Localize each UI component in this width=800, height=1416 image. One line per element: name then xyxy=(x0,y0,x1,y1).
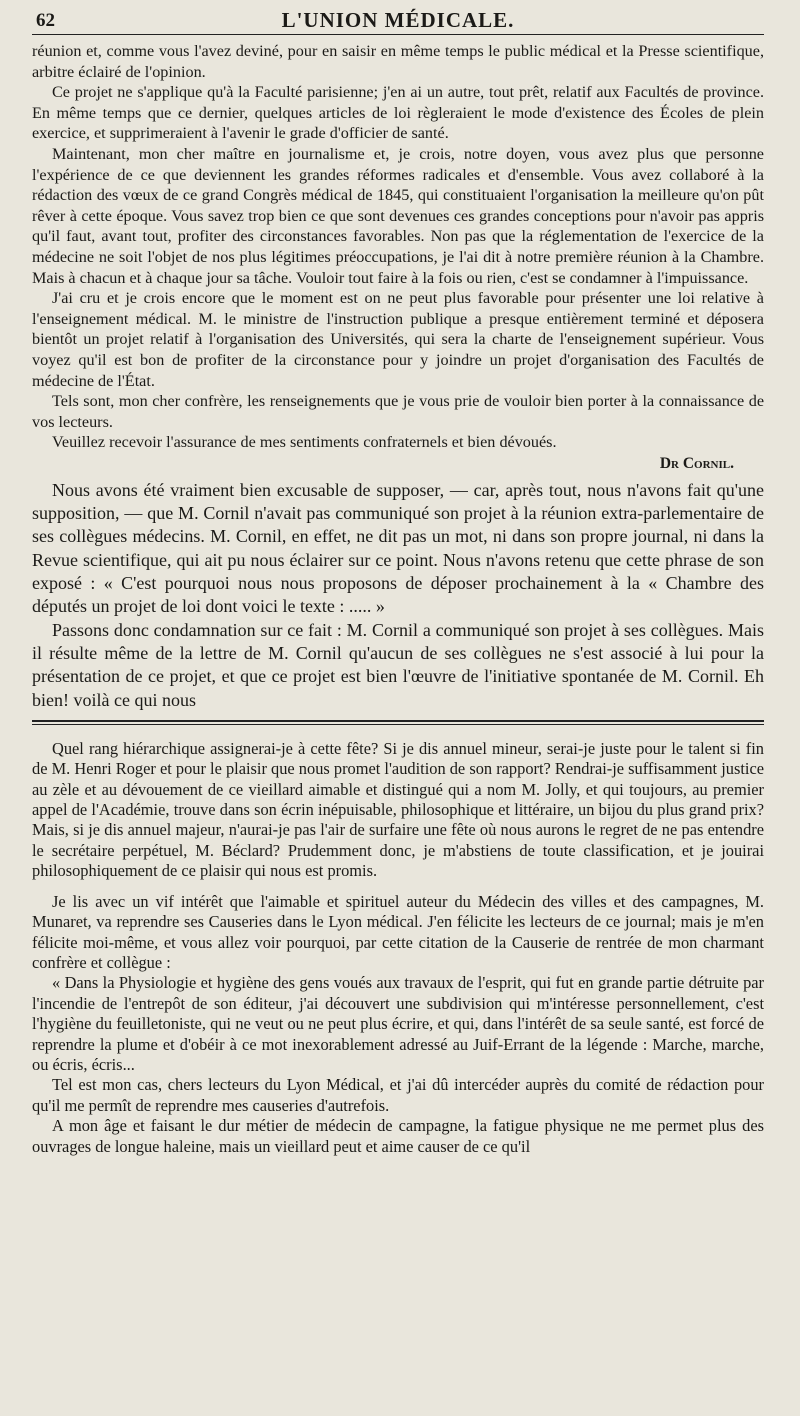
paragraph: Veuillez recevoir l'assurance de mes sentiments confraternels et bien dévoués. xyxy=(52,433,557,452)
feuilleton-section xyxy=(32,739,764,1157)
journal-title: L'UNION MÉDICALE. xyxy=(281,8,515,32)
letter-section xyxy=(32,41,764,473)
paragraph: Quel rang hiérarchique assignerai-je à cette fête? Si je dis annuel mineur, serai-je juste pour le talent si fin de M. Henri Roger et pour le plaisir que nous promet l'audition de son rapport? Rendrai-je suffisamment justice au zèle et au dévouement de ce vieillard aimable et distingué qui a nom M. Jolly, et qui toujours, au premier appel de l'Académie, trouve dans son écrin inépuisable, philosophique et littéraire, un bijou du plus grand prix? Mais, si je dis annuel majeur, n'aurai-je pas l'air de surfaire une fête où nous aurons le regret de ne pas entendre le secrétaire perpétuel, M. Béclard? Prudemment donc, je m'abstiens de toute classification, et je jouirai philosophiquement de ce plaisir qui nous est promis. xyxy=(32,738,764,881)
paragraph: Maintenant, mon cher maître en journalisme et, je crois, notre doyen, vous avez plus que personne l'expérience de ce que deviennent les grandes réformes radicales et d'ensemble. Vous avez collaboré à la rédaction des vœux de ce grand Congrès médical de 1845, qui constituaient l'organisation la meilleure qu'on pût rêver à cette époque. Vous savez trop bien ce que sont devenues ces grandes conceptions pour n'avoir pas appris qu'il faut, avant tout, profiter des circonstances favorables. Non pas que la réglementation de l'exercice de la médecine ne soit l'objet de nos plus légitimes préoccupations, je l'ai dit à notre première réunion à la Chambre. Mais à chacun et à chaque jour sa tâche. Vouloir tout faire à la fois ou rien, c'est se condamner à l'impuissance. xyxy=(32,144,764,287)
paragraph: A mon âge et faisant le dur métier de médecin de campagne, la fatigue physique ne me permet plus des ouvrages de longue haleine, mais un vieillard peut et aime causer de ce qu'il xyxy=(32,1116,764,1156)
paragraph: Passons donc condamnation sur ce fait : M. Cornil a communiqué son projet à ses collègues. Mais il résulte même de la lettre de M. Cornil qu'aucun de ses collègues ne s'est associé à lui pour la présentation de ce projet, et que ce projet est bien l'œuvre de l'initiative spontanée de M. Cornil. Eh bien! voilà ce qui nous xyxy=(32,619,764,710)
paragraph: Nous avons été vraiment bien excusable de supposer, — car, après tout, nous n'avons fait qu'une supposition, — que M. Cornil n'avait pas communiqué son projet à la réunion extra-parlementaire de ses collègues médecins. M. Cornil, en effet, ne dit pas un mot, ni dans son propre journal, ni dans la Revue scientifique, qui ait pu nous éclairer sur ce point. Nous n'avons retenu que cette phrase de son exposé : « C'est pourquoi nous nous proposons de déposer prochainement à la « Chambre des députés un projet de loi dont voici le texte : ..... » xyxy=(32,479,764,617)
commentary-section xyxy=(32,479,764,712)
feuilleton-divider xyxy=(32,720,764,725)
paragraph: Tel est mon cas, chers lecteurs du Lyon Médical, et j'ai dû intercéder auprès du comité de rédaction pour qu'il me permît de reprendre mes causeries d'autrefois. xyxy=(32,1075,764,1115)
paragraph: J'ai cru et je crois encore que le moment est on ne peut plus favorable pour présenter une loi relative à l'enseignement médical. M. le ministre de l'instruction publique a presque entièrement terminé et déposera bientôt un projet relatif à l'organisation des Universités, qui sera la charte de l'enseignement supérieur. Vous voyez qu'il est bon de profiter de la circonstance pour y joindre un projet d'organisation des Facultés de médecine de l'État. xyxy=(32,289,764,390)
paragraph: réunion et, comme vous l'avez deviné, pour en saisir en même temps le public médical et la Presse scientifique, arbitre éclairé de l'opinion. xyxy=(32,42,764,81)
paragraph: Je lis avec un vif intérêt que l'aimable et spirituel auteur du Médecin des villes et des campagnes, M. Munaret, va reprendre ses Causeries dans le Lyon médical. J'en félicite les lecteurs de ce journal; mais je m'en félicite moi-même, et vous allez voir pourquoi, par cette citation de la Causerie de rentrée de mon charmant confrère et collègue : xyxy=(32,891,764,972)
paragraph: Ce projet ne s'applique qu'à la Faculté parisienne; j'en ai un autre, tout prêt, relatif aux Facultés de province. En même temps que ce dernier, quelques articles de loi règleraient le mode d'existence des Écoles de plein exercice, et supprimeraient à l'avenir le grade d'officier de santé. xyxy=(32,83,764,143)
page-number: 62 xyxy=(36,10,55,31)
paragraph: « Dans la Physiologie et hygiène des gens voués aux travaux de l'esprit, qui fut en grande partie détruite par l'incendie de l'entrepôt de son éditeur, j'ai découvert une subdivision qui m'intéresse personnellement, c'est l'hygiène du feuilletoniste, qui ne veut ou ne peut plus écrire, et qui, dans l'intérêt de sa seule santé, est forcé de reprendre la plume et d'obéir à ce mot inexorablement adressé au Juif-Errant de la légende : Marche, marche, ou écris, écris... xyxy=(32,973,764,1074)
page-header xyxy=(32,0,764,35)
signature: Dr Cornil. xyxy=(659,454,734,472)
paragraph: Tels sont, mon cher confrère, les renseignements que je vous prie de vouloir bien porter à la connaissance de vos lecteurs. xyxy=(32,392,764,431)
page-bottom-margin xyxy=(0,1376,800,1416)
